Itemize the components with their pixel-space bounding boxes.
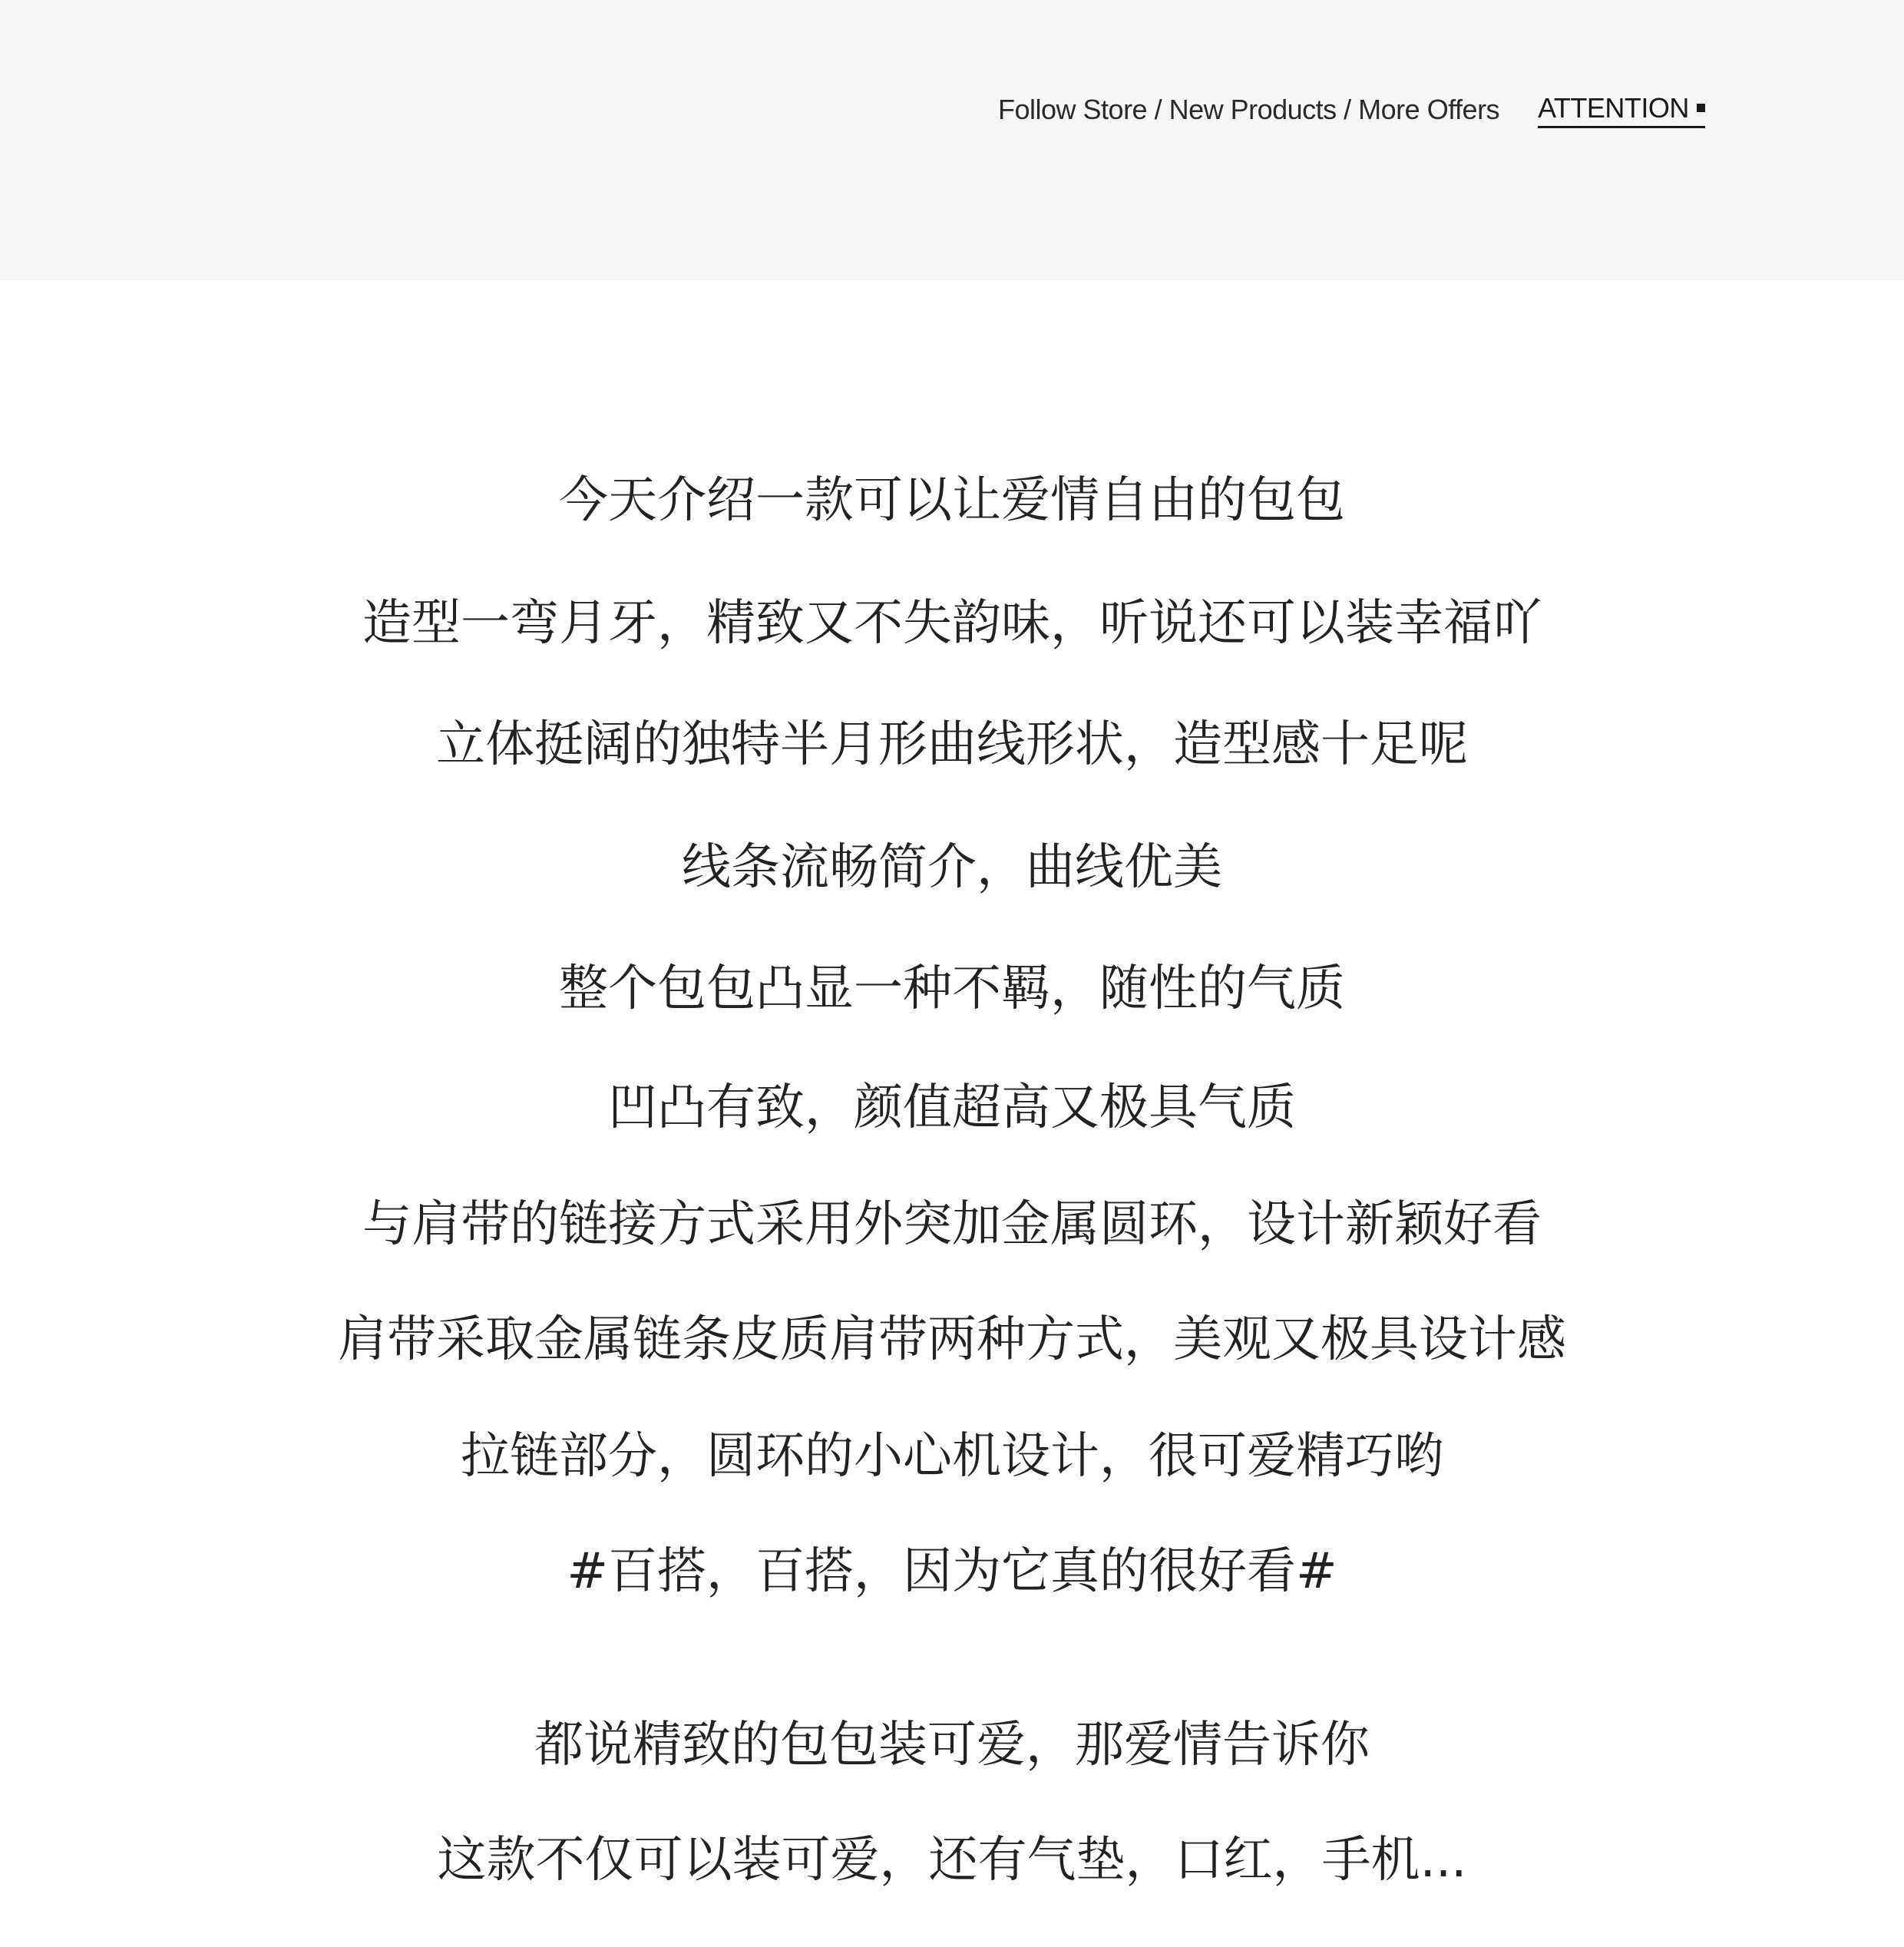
attention-label: ATTENTION <box>1538 91 1689 124</box>
description-line: 凹凸有致，颜值超高又极具气质 <box>608 1079 1296 1136</box>
description-line: 今天介绍一款可以让爱情自由的包包 <box>559 472 1345 529</box>
description-line: 线条流畅简介，曲线优美 <box>682 839 1222 896</box>
store-header <box>0 0 1904 280</box>
square-icon <box>1697 104 1705 112</box>
description-line: 肩带采取金属链条皮质肩带两种方式，美观又极具设计感 <box>338 1311 1566 1368</box>
store-nav-links[interactable]: Follow Store / New Products / More Offers <box>998 94 1500 125</box>
description-line: 与肩带的链接方式采用外突加金属圆环，设计新颖好看 <box>362 1196 1542 1253</box>
description-line: 造型一弯月牙，精致又不失韵味，听说还可以装幸福吖 <box>362 595 1542 652</box>
description-line: #百搭，百搭，因为它真的很好看# <box>567 1543 1337 1600</box>
header-nav <box>998 91 1705 129</box>
attention-link[interactable] <box>1538 92 1705 128</box>
description-line: 拉链部分，圆环的小心机设计，很可爱精巧哟 <box>461 1428 1443 1485</box>
description-line: 都说精致的包包装可爱，那爱情告诉你 <box>534 1717 1370 1773</box>
description-line: 立体挺阔的独特半月形曲线形状，造型感十足呢 <box>436 716 1468 773</box>
description-line: 这款不仅可以装可爱，还有气垫，口红，手机... <box>437 1832 1467 1889</box>
description-line: 整个包包凸显一种不羁，随性的气质 <box>559 960 1345 1017</box>
